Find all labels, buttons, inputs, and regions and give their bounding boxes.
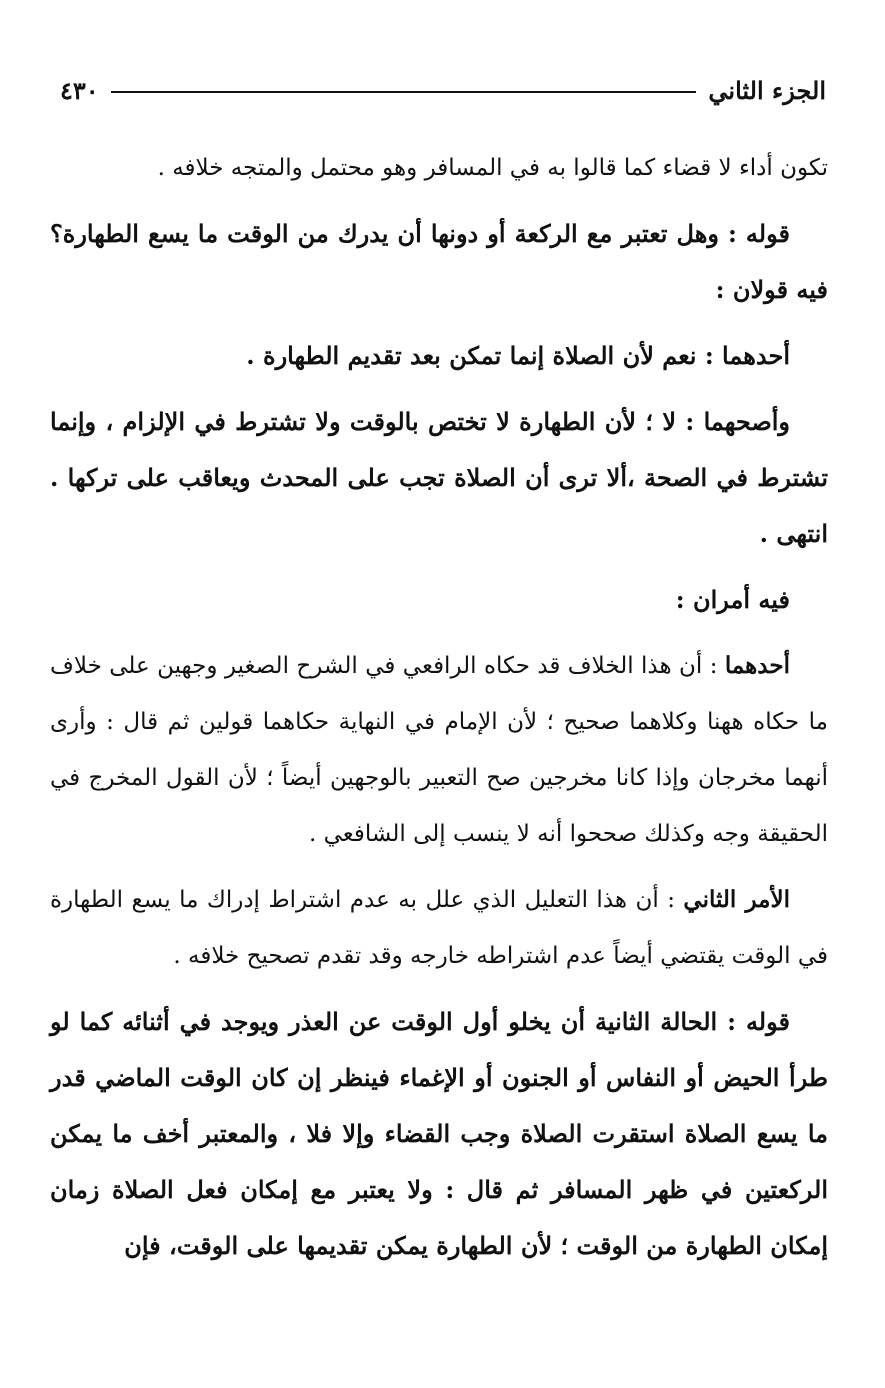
paragraph-3 [50,328,828,384]
paragraph-2-text: قوله : وهل تعتبر مع الركعة أو دونها أن يدرك من الوقت ما يسع الطهارة؟ فيه قولان : [50,219,828,304]
header-rule [111,91,697,93]
paragraph-4-text: وأصحهما : لا ؛ لأن الطهارة لا تختص بالوقت ولا تشترط في الإلزام ، وإنما تشترط في الصحة ،ألا ترى أن الصلاة تجب على المحدث ويعاقب على تركها . انتهى . [50,407,828,548]
paragraph-5 [50,572,828,628]
running-header [60,70,826,110]
paragraph-3-text: أحدهما : نعم لأن الصلاة إنما تمكن بعد تقديم الطهارة . [246,341,790,370]
page-number: ٤٣٠ [60,75,99,105]
paragraph-6-text: : أن هذا الخلاف قد حكاه الرافعي في الشرح الصغير وجهين على خلاف ما حكاه ههنا وكلاهما صحيح ؛ لأن الإمام في النهاية حكاهما قولين ثم قال : وأرى أنهما مخرجان وإذا كانا مخرجين صح التعبير بالوجهين أيضاً ؛ لأن القول المخرج في الحقيقة وجه وكذلك صححوا أنه لا ينسب إلى الشافعي . [50,653,828,847]
paragraph-2 [50,206,828,318]
paragraph-4 [50,394,828,562]
paragraph-8-text: قوله : الحالة الثانية أن يخلو أول الوقت عن العذر ويوجد في أثنائه كما لو طرأ الحيض أو النفاس أو الجنون أو الإغماء فينظر إن كان الوقت الماضي قدر ما يسع الصلاة استقرت الصلاة وجب القضاء وإلا فلا ، والمعتبر أخف ما يمكن الركعتين في ظهر المسافر ثم قال : ولا يعتبر مع إمكان فعل الصلاة زمان إمكان الطهارة من الوقت ؛ لأن الطهارة يمكن تقديمها على الوقت، فإن [50,1007,828,1260]
paragraph-6 [50,638,828,862]
volume-title: الجزء الثاني [708,75,826,105]
paragraph-1-text: تكون أداء لا قضاء كما قالوا به في المسافر وهو محتمل والمتجه خلافه . [157,155,828,181]
paragraph-7 [50,872,828,984]
paragraph-5-text: فيه أمران : [675,585,790,614]
paragraph-6-lead: أحدهما [724,652,790,679]
page-body [50,140,828,1284]
paragraph-1 [50,140,828,196]
paragraph-7-lead: الأمر الثاني [683,886,790,913]
paragraph-8 [50,994,828,1274]
paragraph-7-text: : أن هذا التعليل الذي علل به عدم اشتراط إدراك ما يسع الطهارة في الوقت يقتضي أيضاً عدم اشتراطه خارجه وقد تقدم تصحيح خلافه . [50,887,828,969]
